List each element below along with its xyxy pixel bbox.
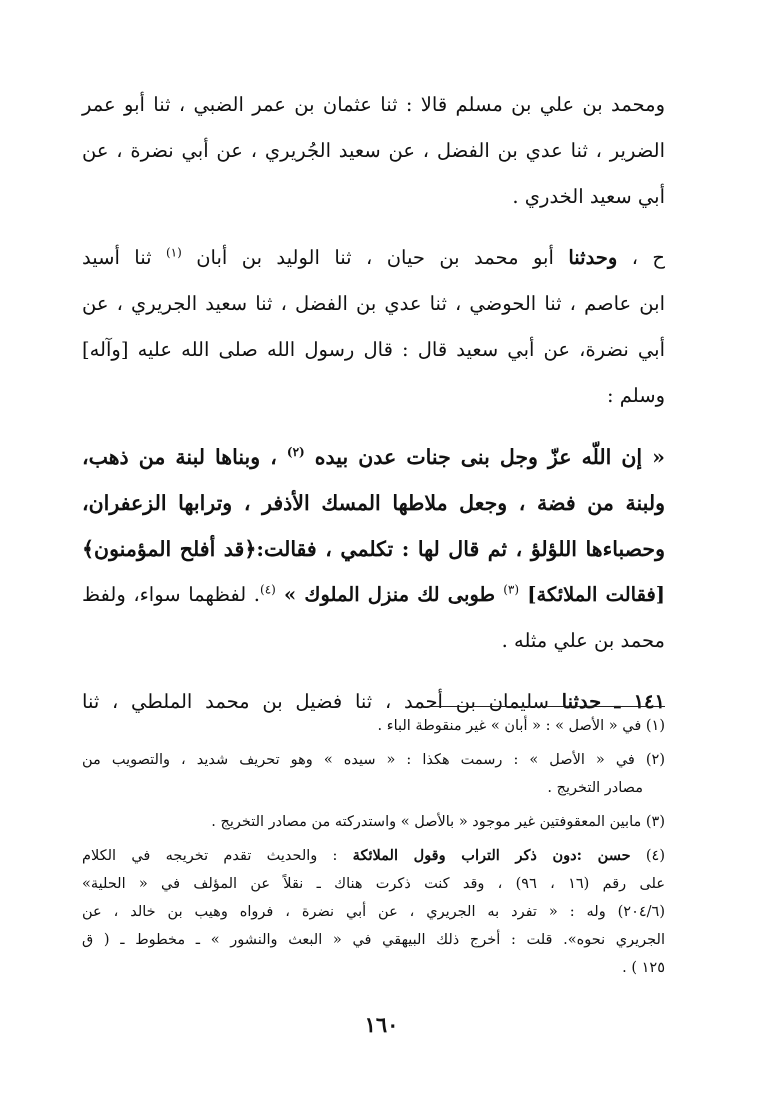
main-text <box>82 82 665 725</box>
text-segment: أبو محمد بن حيان ، ثنا الوليد بن أبان <box>181 246 569 269</box>
hadith-marker: وحدثنا <box>568 246 618 269</box>
footnote-ref: (٢) <box>286 445 305 460</box>
text-line: محمد بن علي مثله . <box>501 629 665 652</box>
paragraph-1 <box>82 82 665 220</box>
text-line <box>82 235 665 281</box>
text-line: أبي سعيد الخدري . <box>512 185 665 208</box>
text-segment: ، وبناها لبنة من ذهب، <box>82 445 287 469</box>
text-segment: ثنا أسيد <box>82 246 166 269</box>
footnote-4-cont: ١٢٥ ) . <box>622 960 665 976</box>
footnote-4-cont: الجريري نحوه». قلت : أخرج ذلك البيهقي في « البعث والنشور » ـ مخطوط ـ ( ق <box>82 932 665 948</box>
text-segment: [فقالت الملائكة] <box>519 583 666 606</box>
hadith-text <box>82 434 665 664</box>
text-segment: . لفظهما سواء، ولفظ <box>82 583 260 606</box>
footnote-4-cont: (٢٠٤/٦) وله : « تفرد به الجريري ، عن أبي نضرة ، فرواه وهيب بن خالد ، عن <box>82 904 665 920</box>
footnote-divider <box>427 706 665 707</box>
text-line <box>82 434 665 480</box>
text-line <box>82 572 665 618</box>
footnote-4-cont: على رقم (١٦ ، ٩٦) ، وقد كنت ذكرت هناك ـ نقلاً عن المؤلف في « الحلية» <box>82 876 665 892</box>
text-line: وحصباءها اللؤلؤ ، ثم قال لها : تكلمي ، فقالت:﴿قد أفلح المؤمنون﴾ <box>82 537 665 561</box>
footnote-3: (٣) مابين المعقوفتين غير موجود « بالأصل » واستدركته من مصادر التخريج . <box>211 814 665 830</box>
text-line: ابن عاصم ، ثنا الحوضي ، ثنا عدي بن الفضل ، ثنا سعيد الجريري ، عن <box>82 292 665 315</box>
text-segment: ح ، <box>617 246 665 269</box>
footnote-1: (١) في « الأصل » : « أبان » غير منقوطة الباء . <box>377 718 665 734</box>
text-segment: « إن اللّه عزّ وجل بنى جنات عدن بيده <box>304 445 665 469</box>
text-line: وسلم : <box>607 384 665 407</box>
text-segment: : والحديث تقدم تخريجه في الكلام <box>82 848 353 864</box>
grading-text: حسن :دون ذكر التراب وقول الملائكة <box>352 847 631 864</box>
text-line: ومحمد بن علي بن مسلم قالا : ثنا عثمان بن عمر الضبي ، ثنا أبو عمر <box>82 93 665 116</box>
text-line: أبي نضرة، عن أبي سعيد قال : قال رسول الله صلى الله عليه [وآله] <box>82 338 665 361</box>
footnote-4 <box>82 842 665 870</box>
footnote-ref: (٤) <box>260 582 276 597</box>
footnote-ref: (١) <box>165 245 182 260</box>
footnote-ref: (٣) <box>503 582 520 597</box>
footnote-2: (٢) في « الأصل » : رسمت هكذا : « سيده » وهو تحريف شديد ، والتصويب من <box>82 752 665 768</box>
text-segment: سليمان بن أحمد ، ثنا فضيل بن محمد الملطي ، ثنا <box>82 690 562 713</box>
footnote-2-cont: مصادر التخريج . <box>547 780 643 796</box>
paragraph-2 <box>82 235 665 419</box>
page-number: ١٦٠ <box>364 1012 399 1037</box>
footnotes <box>82 712 665 982</box>
text-segment: طوبى لك منزل الملوك » <box>275 583 504 606</box>
hadith-number: ١٤١ ـ حدثنا <box>561 690 665 713</box>
text-line: الضرير ، ثنا عدي بن الفضل ، عن سعيد الجُريري ، عن أبي نضرة ، عن <box>82 139 665 162</box>
text-segment: (٤) <box>630 848 665 864</box>
text-line: ولبنة من فضة ، وجعل ملاطها المسك الأذفر ، وترابها الزعفران، <box>82 491 665 515</box>
